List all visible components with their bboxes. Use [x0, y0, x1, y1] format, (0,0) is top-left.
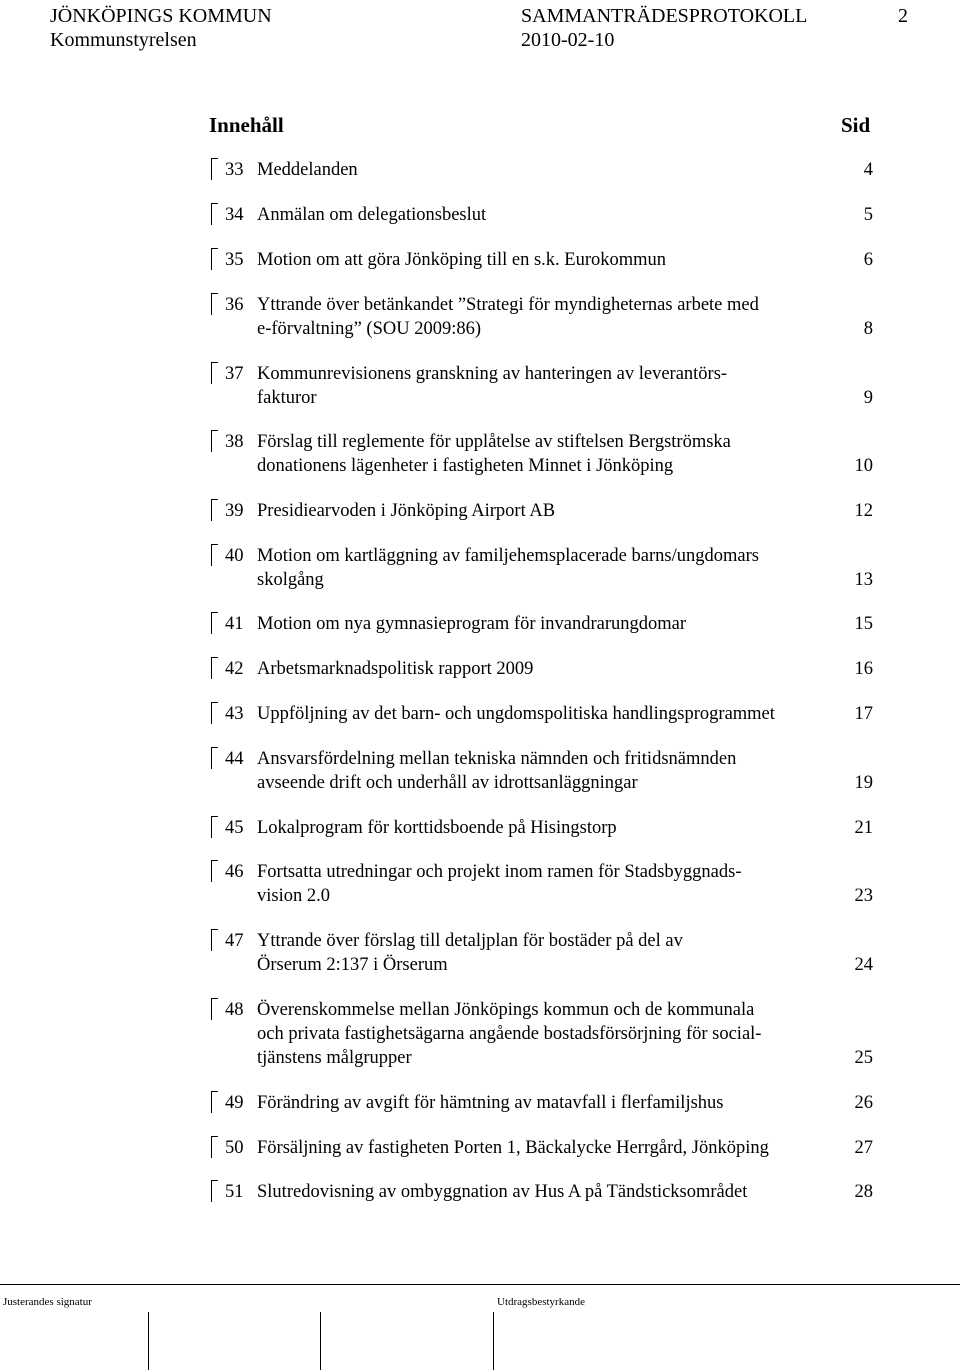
toc-entry — [211, 1091, 873, 1115]
toc-entry-marker — [211, 499, 218, 521]
toc-entry-title-line: vision 2.0 — [257, 886, 330, 906]
toc-entry-number: 39 — [225, 501, 244, 521]
toc-entry-title-line: Förändring av avgift för hämtning av matavfall i flerfamiljshus — [257, 1093, 724, 1113]
toc-entry-number: 36 — [225, 295, 244, 315]
toc-entry-number: 44 — [225, 749, 244, 769]
toc-entry — [211, 657, 873, 681]
toc-entry-page: 21 — [854, 818, 873, 838]
toc-entry-page: 6 — [863, 250, 873, 270]
toc-entry-title — [257, 747, 736, 795]
toc-entry-title — [257, 430, 731, 478]
toc-entry-title — [257, 860, 742, 908]
signature-box-divider — [320, 1312, 321, 1370]
toc-entry-marker — [211, 816, 218, 838]
toc-entry-title-line: Motion om kartläggning av familjehemsplacerade barns/ungdomars — [257, 546, 759, 566]
toc-entry — [211, 702, 873, 726]
toc-entry — [211, 362, 873, 410]
toc-entry-title-line: Försäljning av fastigheten Porten 1, Bäckalycke Herrgård, Jönköping — [257, 1138, 769, 1158]
toc-entry-title-line: Presidiearvoden i Jönköping Airport AB — [257, 501, 556, 521]
toc-entry-page: 9 — [863, 388, 873, 408]
footer-certification-label: Utdragsbestyrkande — [497, 1296, 585, 1308]
toc-entry-title-line: avseende drift och underhåll av idrottsanläggningar — [257, 773, 638, 793]
toc-entry — [211, 612, 873, 636]
toc-entry-title — [257, 702, 775, 726]
toc-entry-page: 10 — [854, 456, 873, 476]
toc-entry-title-line: Fortsatta utredningar och projekt inom ramen för Stadsbyggnads- — [257, 862, 742, 882]
toc-entry-number: 45 — [225, 818, 244, 838]
toc-entry-page: 19 — [854, 773, 873, 793]
toc-entry-number: 46 — [225, 862, 244, 882]
toc-entry-title-line: donationens lägenheter i fastigheten Minnet i Jönköping — [257, 456, 674, 476]
toc-entry-marker — [211, 998, 218, 1020]
toc-entry-title-line: Yttrande över förslag till detaljplan för bostäder på del av — [257, 931, 683, 951]
toc-entry-number: 34 — [225, 205, 244, 225]
toc-entry-page: 23 — [854, 886, 873, 906]
toc-entry — [211, 499, 873, 523]
header-organization: JÖNKÖPINGS KOMMUN — [50, 5, 272, 27]
toc-entry-title-line: Meddelanden — [257, 160, 358, 180]
toc-entry-title — [257, 998, 761, 1070]
toc-entry-page: 5 — [863, 205, 873, 225]
toc-entry-title — [257, 362, 727, 410]
toc-entry — [211, 293, 873, 341]
toc-entry-title-line: Motion om att göra Jönköping till en s.k. Eurokommun — [257, 250, 667, 270]
toc-entry-title-line: Slutredovisning av ombyggnation av Hus A på Tändsticksområdet — [257, 1182, 748, 1202]
toc-entry-title-line: Arbetsmarknadspolitisk rapport 2009 — [257, 659, 534, 679]
toc-entry-title — [257, 499, 555, 523]
toc-entry-page: 26 — [854, 1093, 873, 1113]
header-date: 2010-02-10 — [521, 29, 615, 51]
toc-entry-title — [257, 1136, 769, 1160]
toc-entry-marker — [211, 929, 218, 951]
toc-entry-number: 43 — [225, 704, 244, 724]
toc-entry-marker — [211, 747, 218, 769]
toc-entry-marker — [211, 860, 218, 882]
toc-entry-marker — [211, 702, 218, 724]
toc-entry — [211, 248, 873, 272]
toc-entry-marker — [211, 203, 218, 225]
toc-entry-number: 50 — [225, 1138, 244, 1158]
toc-entry-title — [257, 657, 533, 681]
toc-entry-number: 35 — [225, 250, 244, 270]
toc-entry-title-line: tjänstens målgrupper — [257, 1048, 412, 1068]
header-department: Kommunstyrelsen — [50, 29, 197, 51]
toc-entry — [211, 1180, 873, 1204]
toc-entry — [211, 747, 873, 795]
toc-entry-number: 40 — [225, 546, 244, 566]
toc-entry-page: 28 — [854, 1182, 873, 1202]
toc-entry-marker — [211, 657, 218, 679]
toc-entry — [211, 860, 873, 908]
toc-title: Innehåll — [209, 113, 284, 137]
footer-signature-label: Justerandes signatur — [3, 1296, 92, 1308]
toc-entry-page: 4 — [863, 160, 873, 180]
toc-entry — [211, 544, 873, 592]
toc-entry-marker — [211, 158, 218, 180]
toc-entry-title — [257, 158, 358, 182]
toc-entry-number: 42 — [225, 659, 244, 679]
toc-entry-marker — [211, 248, 218, 270]
toc-entry-title — [257, 248, 666, 272]
toc-entry-number: 41 — [225, 614, 244, 634]
toc-entry-title — [257, 1091, 723, 1115]
toc-entry-page: 15 — [854, 614, 873, 634]
toc-entry-number: 49 — [225, 1093, 244, 1113]
toc-entry-number: 47 — [225, 931, 244, 951]
toc-entry-marker — [211, 362, 218, 384]
toc-entry-title-line: Uppföljning av det barn- och ungdomspolitiska handlingsprogrammet — [257, 704, 775, 724]
toc-entry-title — [257, 203, 486, 227]
toc-entry-marker — [211, 1091, 218, 1113]
toc-entry-title — [257, 293, 759, 341]
toc-entry-title-line: Motion om nya gymnasieprogram för invandrarungdomar — [257, 614, 686, 634]
toc-entry — [211, 158, 873, 182]
toc-entry — [211, 929, 873, 977]
toc-entry — [211, 203, 873, 227]
toc-entry-title-line: Anmälan om delegationsbeslut — [257, 205, 487, 225]
toc-entry-title-line: fakturor — [257, 388, 317, 408]
toc-entry-number: 33 — [225, 160, 244, 180]
toc-entry-title — [257, 544, 759, 592]
toc-entry-title-line: och privata fastighetsägarna angående bostadsförsörjning för social- — [257, 1024, 762, 1044]
toc-entry-title-line: skolgång — [257, 570, 324, 590]
toc-entry-page: 25 — [854, 1048, 873, 1068]
toc-entry-title-line: Lokalprogram för korttidsboende på Hisingstorp — [257, 818, 617, 838]
toc-entry-page: 12 — [854, 501, 873, 521]
toc-entry-title-line: Förslag till reglemente för upplåtelse av stiftelsen Bergströmska — [257, 432, 731, 452]
toc-entry-title-line: Kommunrevisionens granskning av hanteringen av leverantörs- — [257, 364, 728, 384]
toc-entry-number: 51 — [225, 1182, 244, 1202]
toc-entry-number: 48 — [225, 1000, 244, 1020]
toc-entry-page: 24 — [854, 955, 873, 975]
toc-entry-page: 16 — [854, 659, 873, 679]
toc-entry-marker — [211, 1180, 218, 1202]
toc-entry-title-line: Yttrande över betänkandet ”Strategi för myndigheternas arbete med — [257, 295, 759, 315]
toc-entry-page: 8 — [863, 319, 873, 339]
header-document-type: SAMMANTRÄDESPROTOKOLL — [521, 5, 808, 27]
signature-box-divider — [493, 1312, 494, 1370]
toc-entry — [211, 1136, 873, 1160]
toc-entry-marker — [211, 293, 218, 315]
footer-divider — [0, 1284, 960, 1285]
toc-entry — [211, 998, 873, 1070]
header-page-number: 2 — [898, 5, 908, 27]
toc-entry-title — [257, 612, 686, 636]
toc-entry-title-line: e-förvaltning” (SOU 2009:86) — [257, 319, 482, 339]
toc-entry — [211, 430, 873, 478]
toc-entry-page: 17 — [854, 704, 873, 724]
toc-entry-page: 13 — [854, 570, 873, 590]
toc-entry-title-line: Överenskommelse mellan Jönköpings kommun och de kommunala — [257, 1000, 755, 1020]
toc-entry-number: 37 — [225, 364, 244, 384]
toc-entry-marker — [211, 430, 218, 452]
toc-entry-marker — [211, 544, 218, 566]
toc-entry-title — [257, 816, 617, 840]
toc-entry-title-line: Örserum 2:137 i Örserum — [257, 955, 448, 975]
toc-entry-title-line: Ansvarsfördelning mellan tekniska nämnden och fritidsnämnden — [257, 749, 737, 769]
toc-entry-title — [257, 1180, 747, 1204]
toc-entry — [211, 816, 873, 840]
toc-entry-marker — [211, 612, 218, 634]
toc-entry-marker — [211, 1136, 218, 1158]
signature-box-divider — [148, 1312, 149, 1370]
toc-entry-page: 27 — [854, 1138, 873, 1158]
toc-page-column-header: Sid — [841, 113, 871, 137]
toc-entry-number: 38 — [225, 432, 244, 452]
toc-entry-title — [257, 929, 683, 977]
